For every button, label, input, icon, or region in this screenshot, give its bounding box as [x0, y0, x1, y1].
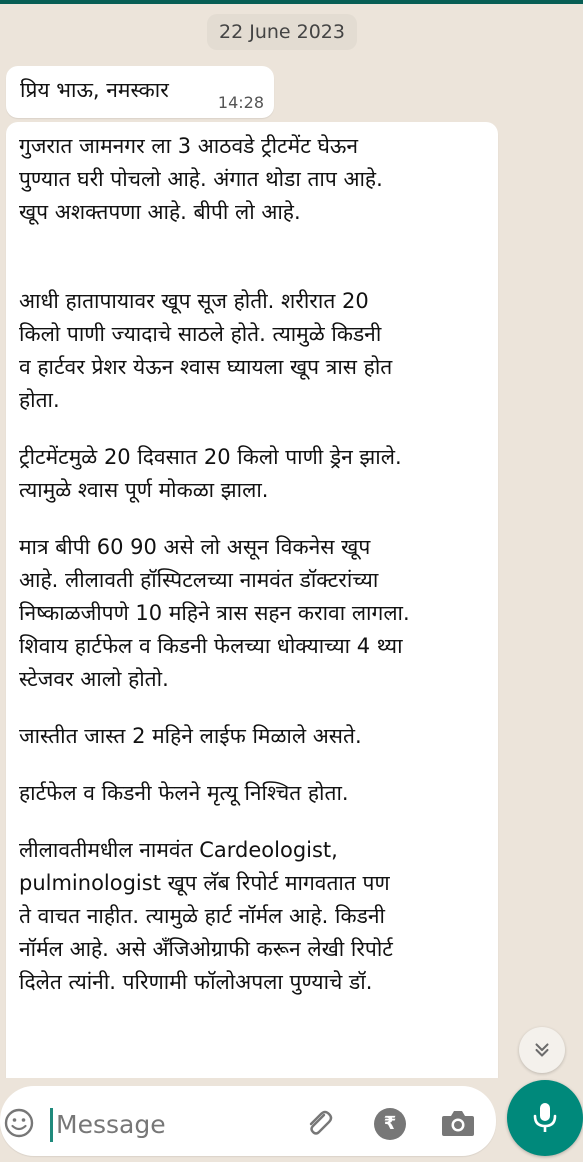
message-paragraph: आधी हातापायावर खूप सूज होती. शरीरात 20 किलो पाणी ज्यादाचे साठले होते. त्यामुळे किडनी व हार्टवर प्रेशर येऊन श्वास घ्यायला खूप त्रास होत होता.	[19, 289, 393, 412]
date-chip: 22 June 2023	[207, 14, 357, 50]
message-time: 14:28	[217, 93, 264, 112]
message-text: प्रिय भाऊ, नमस्कार	[20, 78, 169, 102]
message-paragraph: ट्रीटमेंटमुळे 20 दिवसात 20 किलो पाणी ड्रेन झाले. त्यामुळे श्वास पूर्ण मोकळा झाला.	[19, 445, 402, 502]
message-bubble-long[interactable]	[6, 122, 498, 1080]
rupee-icon[interactable]: ₹	[374, 1108, 406, 1140]
chat-area[interactable]	[0, 4, 583, 1080]
message-paragraph: जास्तीत जास्त 2 महिने लाईफ मिळाले असते.	[19, 724, 362, 748]
mic-icon	[530, 1101, 560, 1135]
message-bubble-greeting[interactable]	[6, 66, 274, 118]
message-paragraph: हार्टफेल व किडनी फेलने मृत्यू निश्चित होता.	[19, 781, 349, 805]
emoji-icon[interactable]	[2, 1106, 36, 1140]
message-paragraph: मात्र बीपी 60 90 असे लो असून विकनेस खूप आहे. लीलावती हॉस्पिटलच्या नामवंत डॉक्टरांच्या निष्काळजीपणे 10 महिने त्रास सहन करावा लागला. शिवाय हार्टफेल व किडनी फेलच्या धोक्याच्या 4 थ्या स्टेजवर आलो होतो.	[19, 535, 410, 691]
message-input[interactable]: Message	[56, 1110, 166, 1139]
chevron-double-down-icon	[531, 1039, 553, 1061]
compose-bar	[0, 1078, 583, 1162]
message-input-box[interactable]	[0, 1086, 496, 1156]
text-cursor	[50, 1108, 53, 1142]
message-paragraph: लीलावतीमधील नामवंत Cardeologist, pulminologist खूप लॅब रिपोर्ट मागवतात पण ते वाचत नाहीत. त्यामुळे हार्ट नॉर्मल आहे. किडनी नॉर्मल आहे. असे अँजिओग्राफी करून लेखी रिपोर्ट दिलेत त्यांनी. परिणामी फॉलोअपला पुण्याचे डॉ.	[19, 838, 393, 994]
message-paragraph: गुजरात जामनगर ला 3 आठवडे ट्रीटमेंट घेऊन पुण्यात घरी पोचलो आहे. अंगात थोडा ताप आहे. खूप अशक्तपणा आहे. बीपी लो आहे.	[19, 134, 383, 224]
camera-icon[interactable]	[440, 1106, 476, 1140]
scroll-down-button[interactable]	[519, 1027, 565, 1073]
mic-button[interactable]	[507, 1080, 583, 1156]
paperclip-icon[interactable]	[302, 1106, 336, 1140]
